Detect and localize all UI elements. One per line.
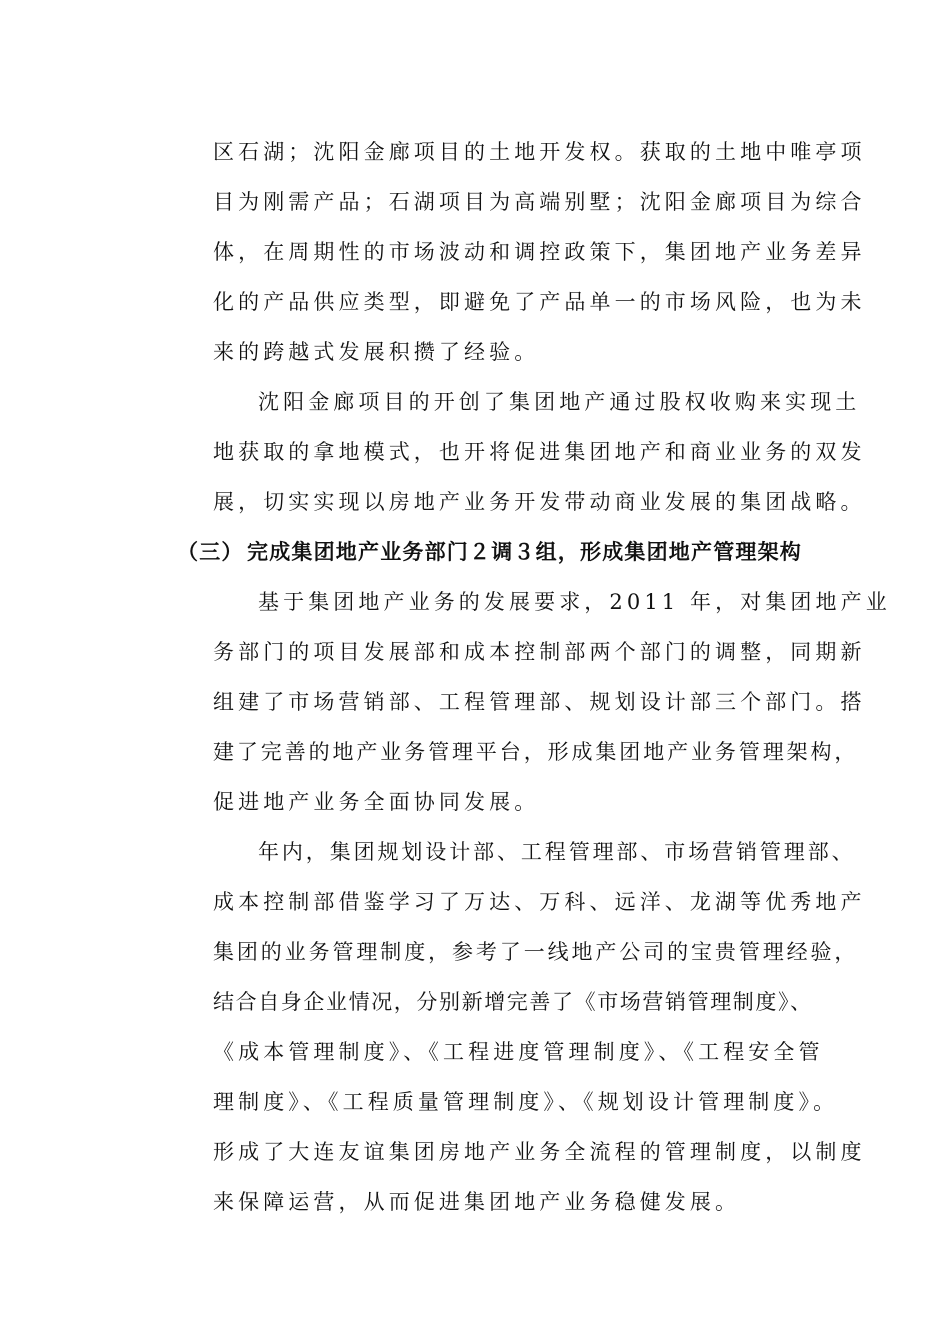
- paragraph-3-line-3: 组建了市场营销部、工程管理部、规划设计部三个部门。搭: [213, 690, 866, 714]
- paragraph-3-line-1: 基于集团地产业务的发展要求，2011 年，对集团地产业: [258, 590, 891, 614]
- paragraph-2-line-1: 沈阳金廊项目的开创了集团地产通过股权收购来实现土: [258, 390, 861, 414]
- section-number: （三）: [177, 539, 244, 564]
- paragraph-1-line-5: 来的跨越式发展积攒了经验。: [213, 340, 540, 364]
- paragraph-4-line-4: 结合自身企业情况，分别新增完善了《市场营销管理制度》、: [213, 990, 813, 1014]
- paragraph-4-line-2: 成本控制部借鉴学习了万达、万科、远洋、龙湖等优秀地产: [213, 890, 866, 914]
- paragraph-4-line-3: 集团的业务管理制度，参考了一线地产公司的宝贵管理经验，: [213, 940, 859, 964]
- paragraph-4-line-8: 来保障运营，从而促进集团地产业务稳健发展。: [213, 1190, 741, 1214]
- paragraph-4-line-1: 年内，集团规划设计部、工程管理部、市场营销管理部、: [258, 840, 856, 864]
- paragraph-2-line-3: 展，切实实现以房地产业务开发带动商业发展的集团战略。: [213, 490, 866, 514]
- section-title: 完成集团地产业务部门２调３组，形成集团地产管理架构: [247, 539, 802, 564]
- paragraph-1-line-1: 区石湖；沈阳金廊项目的土地开发权。获取的土地中唯亭项: [213, 140, 866, 164]
- paragraph-3-line-2: 务部门的项目发展部和成本控制部两个部门的调整，同期新: [213, 640, 866, 664]
- paragraph-1-line-3: 体，在周期性的市场波动和调控政策下，集团地产业务差异: [213, 240, 866, 264]
- paragraph-4-line-6: 理制度》、《工程质量管理制度》、《规划设计管理制度》。: [213, 1090, 839, 1114]
- paragraph-4-line-7: 形成了大连友谊集团房地产业务全流程的管理制度，以制度: [213, 1140, 866, 1164]
- paragraph-3-line-4: 建了完善的地产业务管理平台，形成集团地产业务管理架构，: [213, 740, 859, 764]
- paragraph-1-line-2: 目为刚需产品；石湖项目为高端别墅；沈阳金廊项目为综合: [213, 190, 866, 214]
- paragraph-3-line-5: 促进地产业务全面协同发展。: [213, 790, 540, 814]
- section-heading: [177, 538, 802, 566]
- paragraph-4-line-5: 《成本管理制度》、《工程进度管理制度》、《工程安全管: [213, 1040, 824, 1064]
- paragraph-2-line-2: 地获取的拿地模式，也开将促进集团地产和商业业务的双发: [213, 440, 866, 464]
- paragraph-1-line-4: 化的产品供应类型，即避免了产品单一的市场风险，也为未: [213, 290, 866, 314]
